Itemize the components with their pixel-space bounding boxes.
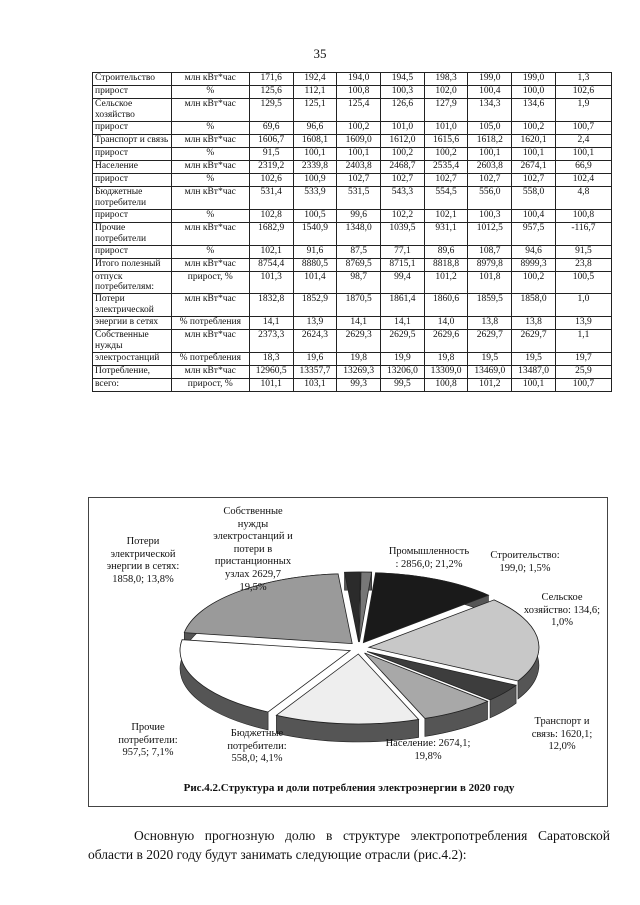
row-unit: млн кВт*час bbox=[171, 366, 249, 379]
cell-value: 957,5 bbox=[512, 222, 556, 245]
cell-value: 101,2 bbox=[424, 271, 468, 294]
cell-value: 554,5 bbox=[424, 186, 468, 209]
row-unit: млн кВт*час bbox=[171, 186, 249, 209]
cell-value: 192,4 bbox=[293, 73, 337, 86]
row-unit: прирост, % bbox=[171, 271, 249, 294]
cell-value: 194,0 bbox=[337, 73, 381, 86]
consumption-table bbox=[92, 72, 612, 392]
chart-caption: Рис.4.2.Структура и доли потребления электроэнергии в 2020 году bbox=[183, 782, 515, 794]
cell-value: 100,9 bbox=[293, 173, 337, 186]
cell-value: 96,6 bbox=[293, 121, 337, 134]
label-transport: Транспорт и связь: 1620,1; 12,0% bbox=[531, 716, 593, 753]
cell-value: 102,1 bbox=[249, 245, 293, 258]
table-row bbox=[93, 160, 612, 173]
table-row bbox=[93, 121, 612, 134]
cell-value: 19,7 bbox=[555, 353, 611, 366]
cell-value: 100,2 bbox=[512, 271, 556, 294]
body-paragraph: Основную прогнозную долю в структуре электропотребления Саратовской области в 2020 году будут занимать следующие отрасли (рис.4.2): bbox=[88, 828, 610, 862]
row-unit: прирост, % bbox=[171, 379, 249, 392]
cell-value: 126,6 bbox=[381, 99, 425, 122]
cell-value: 102,6 bbox=[249, 173, 293, 186]
cell-value: 99,5 bbox=[381, 379, 425, 392]
table-row bbox=[93, 173, 612, 186]
cell-value: 199,0 bbox=[468, 73, 512, 86]
row-name: прирост bbox=[93, 147, 172, 160]
cell-value: 2468,7 bbox=[381, 160, 425, 173]
row-unit: млн кВт*час bbox=[171, 134, 249, 147]
cell-value: 100,2 bbox=[381, 147, 425, 160]
cell-value: 1608,1 bbox=[293, 134, 337, 147]
label-industry: Промышленность : 2856,0; 21,2% bbox=[388, 546, 470, 570]
cell-value: 2624,3 bbox=[293, 330, 337, 353]
cell-value: 100,1 bbox=[337, 147, 381, 160]
row-unit: млн кВт*час bbox=[171, 73, 249, 86]
cell-value: 19,8 bbox=[337, 353, 381, 366]
label-losses: Потери электрической энергии в сетях: 1858,0; 13,8% bbox=[106, 536, 180, 585]
pie-chart bbox=[88, 497, 608, 807]
cell-value: 8754,4 bbox=[249, 258, 293, 271]
cell-value: 102,7 bbox=[512, 173, 556, 186]
cell-value: 125,6 bbox=[249, 86, 293, 99]
row-unit: млн кВт*час bbox=[171, 160, 249, 173]
cell-value: 19,9 bbox=[381, 353, 425, 366]
cell-value: 101,0 bbox=[424, 121, 468, 134]
cell-value: 4,8 bbox=[555, 186, 611, 209]
cell-value: 2535,4 bbox=[424, 160, 468, 173]
cell-value: 8818,8 bbox=[424, 258, 468, 271]
cell-value: 1858,0 bbox=[512, 294, 556, 317]
cell-value: 91,5 bbox=[249, 147, 293, 160]
cell-value: 18,3 bbox=[249, 353, 293, 366]
row-name: всего: bbox=[93, 379, 172, 392]
cell-value: 99,6 bbox=[337, 209, 381, 222]
cell-value: 13357,7 bbox=[293, 366, 337, 379]
cell-value: 8769,5 bbox=[337, 258, 381, 271]
row-unit: млн кВт*час bbox=[171, 222, 249, 245]
label-construction: Строительство: 199,0; 1,5% bbox=[490, 550, 560, 574]
cell-value: 102,6 bbox=[555, 86, 611, 99]
cell-value: 99,3 bbox=[337, 379, 381, 392]
cell-value: 105,0 bbox=[468, 121, 512, 134]
row-name: Бюджетные потребители bbox=[93, 186, 172, 209]
row-name: прирост bbox=[93, 245, 172, 258]
cell-value: 112,1 bbox=[293, 86, 337, 99]
cell-value: 8880,5 bbox=[293, 258, 337, 271]
row-name: электростанций bbox=[93, 353, 172, 366]
page-number: 35 bbox=[313, 46, 327, 61]
cell-value: 102,0 bbox=[424, 86, 468, 99]
cell-value: 1606,7 bbox=[249, 134, 293, 147]
label-agriculture: Сельское хозяйство: 134,6; 1,0% bbox=[523, 592, 601, 629]
cell-value: 100,0 bbox=[512, 86, 556, 99]
cell-value: 100,1 bbox=[468, 147, 512, 160]
cell-value: 100,2 bbox=[337, 121, 381, 134]
table-row bbox=[93, 330, 612, 353]
row-name: Население bbox=[93, 160, 172, 173]
row-name: Строительство bbox=[93, 73, 172, 86]
cell-value: 98,7 bbox=[337, 271, 381, 294]
cell-value: 91,6 bbox=[293, 245, 337, 258]
cell-value: 103,1 bbox=[293, 379, 337, 392]
row-name: прирост bbox=[93, 121, 172, 134]
cell-value: 8979,8 bbox=[468, 258, 512, 271]
cell-value: 99,4 bbox=[381, 271, 425, 294]
cell-value: 2403,8 bbox=[337, 160, 381, 173]
cell-value: 2629,5 bbox=[381, 330, 425, 353]
cell-value: 13469,0 bbox=[468, 366, 512, 379]
cell-value: 558,0 bbox=[512, 186, 556, 209]
table-row bbox=[93, 186, 612, 209]
cell-value: 1615,6 bbox=[424, 134, 468, 147]
cell-value: 2629,3 bbox=[337, 330, 381, 353]
cell-value: 14,1 bbox=[381, 317, 425, 330]
row-unit: % bbox=[171, 147, 249, 160]
cell-value: 14,1 bbox=[249, 317, 293, 330]
cell-value: 1860,6 bbox=[424, 294, 468, 317]
table-row bbox=[93, 99, 612, 122]
label-own-needs: Собственные нужды электростанций и потери в пристанционных узлах 2629,7 19,5% bbox=[213, 506, 293, 593]
row-name: прирост bbox=[93, 209, 172, 222]
table-row bbox=[93, 353, 612, 366]
cell-value: 2603,8 bbox=[468, 160, 512, 173]
cell-value: 100,5 bbox=[555, 271, 611, 294]
cell-value: 8715,1 bbox=[381, 258, 425, 271]
cell-value: 2319,2 bbox=[249, 160, 293, 173]
cell-value: 1,3 bbox=[555, 73, 611, 86]
cell-value: 1609,0 bbox=[337, 134, 381, 147]
cell-value: 100,8 bbox=[555, 209, 611, 222]
cell-value: 2339,8 bbox=[293, 160, 337, 173]
cell-value: 100,8 bbox=[424, 379, 468, 392]
row-name: Сельское хозяйство bbox=[93, 99, 172, 122]
cell-value: 1,9 bbox=[555, 99, 611, 122]
cell-value: 87,5 bbox=[337, 245, 381, 258]
cell-value: 531,4 bbox=[249, 186, 293, 209]
row-unit: млн кВт*час bbox=[171, 330, 249, 353]
table-row bbox=[93, 147, 612, 160]
cell-value: 100,2 bbox=[424, 147, 468, 160]
cell-value: 102,8 bbox=[249, 209, 293, 222]
row-name: Транспорт и связь bbox=[93, 134, 172, 147]
cell-value: 198,3 bbox=[424, 73, 468, 86]
cell-value: 129,5 bbox=[249, 99, 293, 122]
row-unit: % потребления bbox=[171, 317, 249, 330]
cell-value: 13,9 bbox=[555, 317, 611, 330]
cell-value: 12960,5 bbox=[249, 366, 293, 379]
cell-value: 13206,0 bbox=[381, 366, 425, 379]
table-row bbox=[93, 366, 612, 379]
label-other: Прочие потребители: 957,5; 7,1% bbox=[118, 722, 178, 759]
cell-value: 108,7 bbox=[468, 245, 512, 258]
cell-value: 89,6 bbox=[424, 245, 468, 258]
table-row bbox=[93, 222, 612, 245]
cell-value: 69,6 bbox=[249, 121, 293, 134]
cell-value: 199,0 bbox=[512, 73, 556, 86]
table-row bbox=[93, 294, 612, 317]
table-row bbox=[93, 86, 612, 99]
cell-value: 13269,3 bbox=[337, 366, 381, 379]
cell-value: 1540,9 bbox=[293, 222, 337, 245]
cell-value: 13309,0 bbox=[424, 366, 468, 379]
cell-value: 1832,8 bbox=[249, 294, 293, 317]
cell-value: 102,7 bbox=[424, 173, 468, 186]
cell-value: 543,3 bbox=[381, 186, 425, 209]
cell-value: 100,1 bbox=[512, 147, 556, 160]
cell-value: 13487,0 bbox=[512, 366, 556, 379]
cell-value: 91,5 bbox=[555, 245, 611, 258]
cell-value: 2,4 bbox=[555, 134, 611, 147]
cell-value: 2674,1 bbox=[512, 160, 556, 173]
cell-value: 100,3 bbox=[468, 209, 512, 222]
cell-value: 1620,1 bbox=[512, 134, 556, 147]
table-row bbox=[93, 134, 612, 147]
row-name: прирост bbox=[93, 173, 172, 186]
row-name: отпуск потребителям: bbox=[93, 271, 172, 294]
cell-value: 1,0 bbox=[555, 294, 611, 317]
cell-value: 171,6 bbox=[249, 73, 293, 86]
row-name: прирост bbox=[93, 86, 172, 99]
cell-value: 100,3 bbox=[381, 86, 425, 99]
cell-value: 101,1 bbox=[249, 379, 293, 392]
cell-value: 125,1 bbox=[293, 99, 337, 122]
cell-value: 1,1 bbox=[555, 330, 611, 353]
cell-value: 101,0 bbox=[381, 121, 425, 134]
cell-value: 1852,9 bbox=[293, 294, 337, 317]
cell-value: 102,1 bbox=[424, 209, 468, 222]
table-row bbox=[93, 258, 612, 271]
cell-value: 13,8 bbox=[468, 317, 512, 330]
cell-value: 533,9 bbox=[293, 186, 337, 209]
cell-value: 2629,7 bbox=[468, 330, 512, 353]
cell-value: 2629,6 bbox=[424, 330, 468, 353]
cell-value: 1861,4 bbox=[381, 294, 425, 317]
cell-value: 102,7 bbox=[337, 173, 381, 186]
table-row bbox=[93, 317, 612, 330]
cell-value: 94,6 bbox=[512, 245, 556, 258]
cell-value: 531,5 bbox=[337, 186, 381, 209]
cell-value: 100,7 bbox=[555, 379, 611, 392]
cell-value: 2629,7 bbox=[512, 330, 556, 353]
cell-value: 77,1 bbox=[381, 245, 425, 258]
cell-value: 100,1 bbox=[555, 147, 611, 160]
cell-value: 1870,5 bbox=[337, 294, 381, 317]
cell-value: 23,8 bbox=[555, 258, 611, 271]
cell-value: 1682,9 bbox=[249, 222, 293, 245]
label-population: Население: 2674,1; 19,8% bbox=[385, 738, 471, 762]
row-unit: млн кВт*час bbox=[171, 294, 249, 317]
cell-value: -116,7 bbox=[555, 222, 611, 245]
cell-value: 127,9 bbox=[424, 99, 468, 122]
cell-value: 100,5 bbox=[293, 209, 337, 222]
cell-value: 134,6 bbox=[512, 99, 556, 122]
cell-value: 102,7 bbox=[381, 173, 425, 186]
cell-value: 13,9 bbox=[293, 317, 337, 330]
cell-value: 14,1 bbox=[337, 317, 381, 330]
row-unit: % bbox=[171, 245, 249, 258]
row-name: энергии в сетях bbox=[93, 317, 172, 330]
cell-value: 102,4 bbox=[555, 173, 611, 186]
cell-value: 101,3 bbox=[249, 271, 293, 294]
cell-value: 931,1 bbox=[424, 222, 468, 245]
cell-value: 1618,2 bbox=[468, 134, 512, 147]
cell-value: 13,8 bbox=[512, 317, 556, 330]
cell-value: 100,1 bbox=[512, 379, 556, 392]
cell-value: 1612,0 bbox=[381, 134, 425, 147]
row-unit: % потребления bbox=[171, 353, 249, 366]
cell-value: 100,7 bbox=[555, 121, 611, 134]
row-name: Прочие потребители bbox=[93, 222, 172, 245]
cell-value: 19,5 bbox=[468, 353, 512, 366]
table-row bbox=[93, 379, 612, 392]
row-name: Потери электрической bbox=[93, 294, 172, 317]
cell-value: 125,4 bbox=[337, 99, 381, 122]
table-row bbox=[93, 271, 612, 294]
row-unit: % bbox=[171, 86, 249, 99]
table-row bbox=[93, 209, 612, 222]
cell-value: 14,0 bbox=[424, 317, 468, 330]
cell-value: 2373,3 bbox=[249, 330, 293, 353]
row-name: Собственные нужды bbox=[93, 330, 172, 353]
cell-value: 100,1 bbox=[293, 147, 337, 160]
cell-value: 100,8 bbox=[337, 86, 381, 99]
cell-value: 134,3 bbox=[468, 99, 512, 122]
cell-value: 101,2 bbox=[468, 379, 512, 392]
cell-value: 194,5 bbox=[381, 73, 425, 86]
cell-value: 8999,3 bbox=[512, 258, 556, 271]
row-unit: % bbox=[171, 209, 249, 222]
cell-value: 66,9 bbox=[555, 160, 611, 173]
row-name: Итого полезный bbox=[93, 258, 172, 271]
table-row bbox=[93, 245, 612, 258]
cell-value: 100,2 bbox=[512, 121, 556, 134]
row-unit: % bbox=[171, 121, 249, 134]
label-budget: Бюджетные потребители: 558,0; 4,1% bbox=[227, 728, 287, 765]
row-unit: млн кВт*час bbox=[171, 99, 249, 122]
cell-value: 1348,0 bbox=[337, 222, 381, 245]
table-row bbox=[93, 73, 612, 86]
cell-value: 101,8 bbox=[468, 271, 512, 294]
cell-value: 25,9 bbox=[555, 366, 611, 379]
cell-value: 100,4 bbox=[468, 86, 512, 99]
cell-value: 101,4 bbox=[293, 271, 337, 294]
cell-value: 19,8 bbox=[424, 353, 468, 366]
row-name: Потребление, bbox=[93, 366, 172, 379]
cell-value: 19,5 bbox=[512, 353, 556, 366]
cell-value: 556,0 bbox=[468, 186, 512, 209]
cell-value: 1012,5 bbox=[468, 222, 512, 245]
cell-value: 1859,5 bbox=[468, 294, 512, 317]
cell-value: 100,4 bbox=[512, 209, 556, 222]
cell-value: 102,7 bbox=[468, 173, 512, 186]
cell-value: 1039,5 bbox=[381, 222, 425, 245]
row-unit: млн кВт*час bbox=[171, 258, 249, 271]
cell-value: 102,2 bbox=[381, 209, 425, 222]
row-unit: % bbox=[171, 173, 249, 186]
cell-value: 19,6 bbox=[293, 353, 337, 366]
